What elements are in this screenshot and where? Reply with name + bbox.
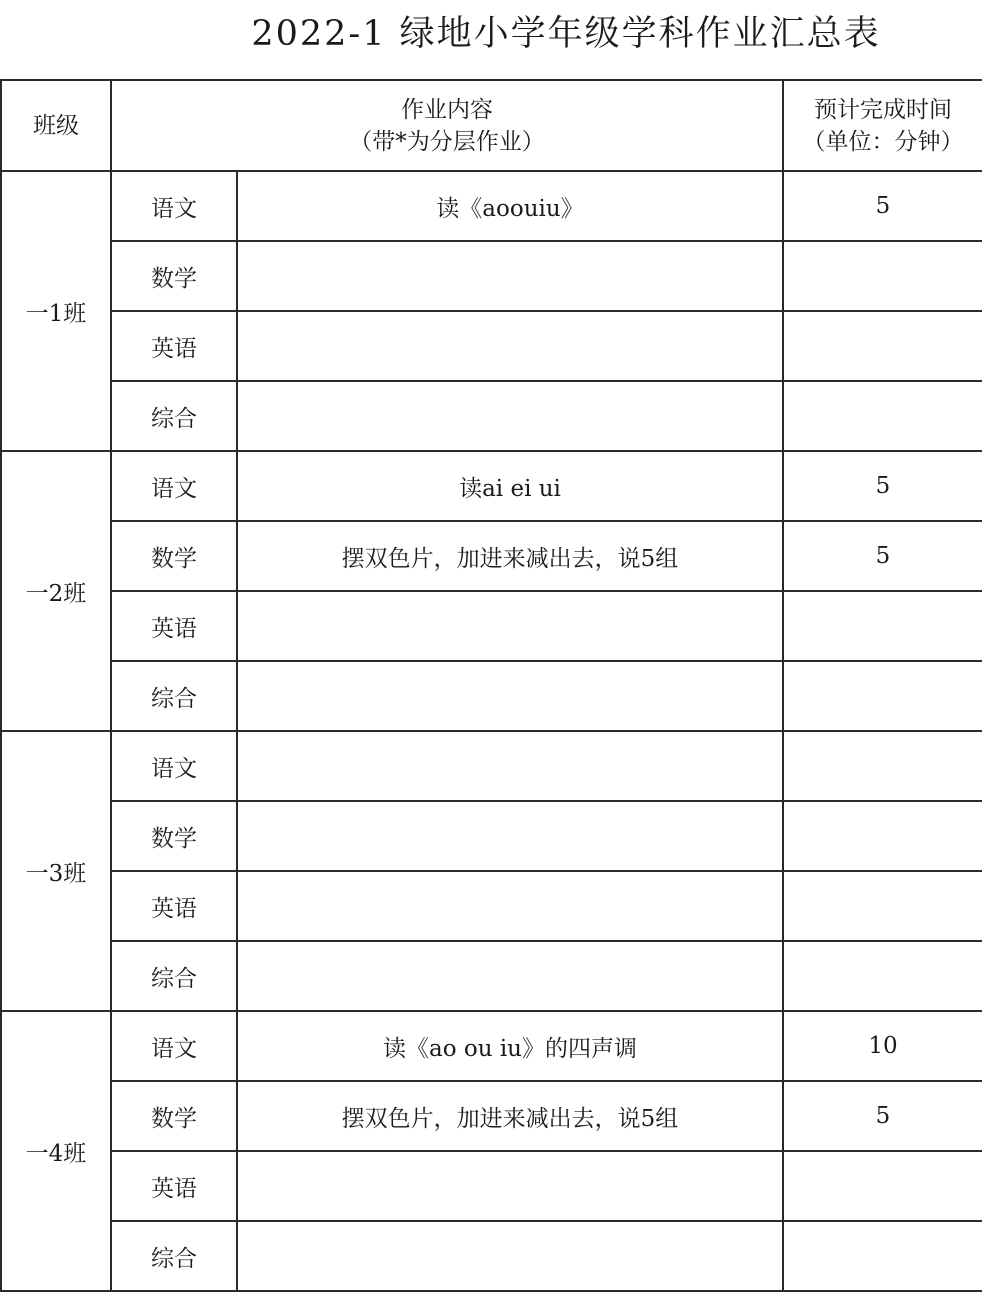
table-row [1, 1221, 982, 1291]
subject-cell: 语文 [111, 731, 237, 801]
content-cell: 摆双色片，加进来减出去，说5组 [237, 1081, 783, 1151]
table-row [1, 521, 982, 591]
subject-cell: 综合 [111, 941, 237, 1011]
table-body [1, 171, 982, 1291]
subject-cell: 英语 [111, 311, 237, 381]
table-row [1, 451, 982, 521]
header-class [1, 80, 111, 171]
minutes-cell: 5 [783, 451, 982, 521]
content-cell [237, 1221, 783, 1291]
subject-cell: 数学 [111, 521, 237, 591]
minutes-cell [783, 1221, 982, 1291]
content-cell: 读《ao ou iu》的四声调 [237, 1011, 783, 1081]
class-name-cell: 一2班 [1, 451, 111, 731]
content-cell [237, 311, 783, 381]
subject-cell: 英语 [111, 871, 237, 941]
subject-cell: 语文 [111, 171, 237, 241]
header-class-label: 班级 [33, 112, 79, 139]
table-row [1, 381, 982, 451]
class-name-cell: 一1班 [1, 171, 111, 451]
table-row [1, 801, 982, 871]
header-content-note: （带*为分层作业） [349, 128, 545, 155]
class-name-cell: 一3班 [1, 731, 111, 1011]
table-row [1, 311, 982, 381]
header-content-title: 作业内容 [401, 96, 493, 123]
table-row [1, 1011, 982, 1081]
class-name-cell: 一4班 [1, 1011, 111, 1291]
content-cell [237, 661, 783, 731]
subject-cell: 综合 [111, 381, 237, 451]
minutes-cell [783, 871, 982, 941]
content-cell [237, 1151, 783, 1221]
minutes-cell: 5 [783, 521, 982, 591]
subject-cell: 数学 [111, 1081, 237, 1151]
content-cell: 读ai ei ui [237, 451, 783, 521]
minutes-cell [783, 381, 982, 451]
minutes-cell: 5 [783, 171, 982, 241]
minutes-cell [783, 241, 982, 311]
table-row [1, 591, 982, 661]
content-cell [237, 591, 783, 661]
content-cell [237, 241, 783, 311]
minutes-cell [783, 731, 982, 801]
subject-cell: 综合 [111, 661, 237, 731]
minutes-cell [783, 311, 982, 381]
minutes-cell [783, 591, 982, 661]
header-content [111, 80, 783, 171]
subject-cell: 数学 [111, 241, 237, 311]
content-cell [237, 731, 783, 801]
minutes-cell [783, 941, 982, 1011]
content-cell [237, 381, 783, 451]
header-time-title: 预计完成时间 [814, 96, 952, 123]
table-row [1, 171, 982, 241]
header-time [783, 80, 982, 171]
content-cell: 读《aoouiu》 [237, 171, 783, 241]
content-cell [237, 801, 783, 871]
subject-cell: 英语 [111, 591, 237, 661]
header-time-unit: （单位：分钟） [802, 128, 964, 155]
content-cell: 摆双色片，加进来减出去，说5组 [237, 521, 783, 591]
content-cell [237, 941, 783, 1011]
minutes-cell: 5 [783, 1081, 982, 1151]
homework-summary-table [0, 79, 982, 1292]
subject-cell: 英语 [111, 1151, 237, 1221]
table-row [1, 1151, 982, 1221]
minutes-cell [783, 661, 982, 731]
subject-cell: 综合 [111, 1221, 237, 1291]
subject-cell: 数学 [111, 801, 237, 871]
table-row [1, 731, 982, 801]
table-header-row [1, 80, 982, 171]
content-cell [237, 871, 783, 941]
table-row [1, 871, 982, 941]
table-row [1, 941, 982, 1011]
table-row [1, 1081, 982, 1151]
subject-cell: 语文 [111, 451, 237, 521]
minutes-cell [783, 1151, 982, 1221]
table-row [1, 241, 982, 311]
subject-cell: 语文 [111, 1011, 237, 1081]
minutes-cell [783, 801, 982, 871]
page-title: 2022-1 绿地小学年级学科作业汇总表 [251, 14, 881, 54]
table-row [1, 661, 982, 731]
minutes-cell: 10 [783, 1011, 982, 1081]
